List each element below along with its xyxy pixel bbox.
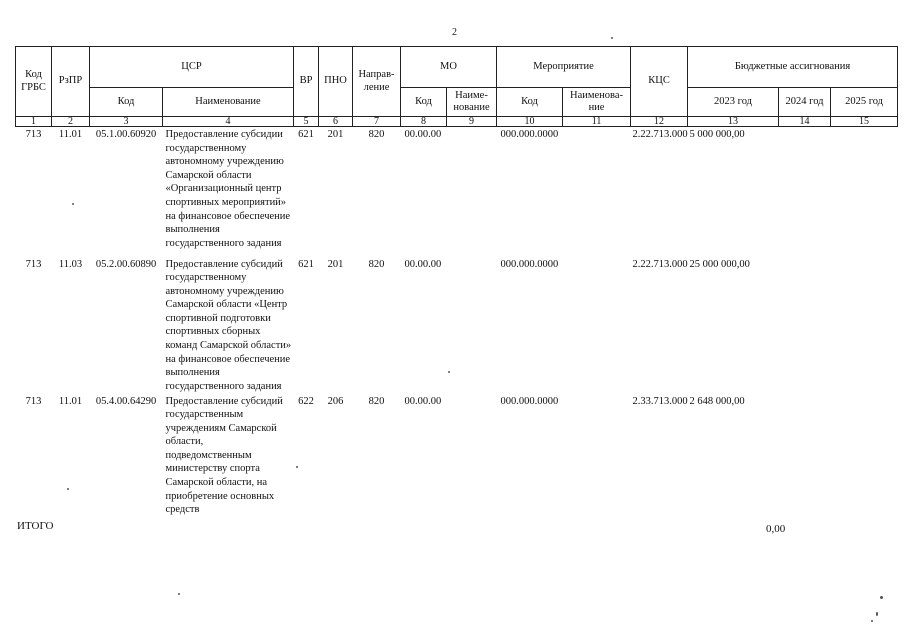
header-year-2023: 2023 год (688, 88, 779, 117)
header-pno: ПНО (319, 47, 353, 117)
cell-amount-2025 (831, 127, 898, 257)
cell-pno: 201 (327, 129, 344, 140)
column-number: 14 (779, 117, 831, 127)
column-number: 13 (688, 117, 779, 127)
header-kcs: КЦС (631, 47, 688, 117)
scan-speck (296, 466, 298, 468)
cell-name: Предоставление субсидий государственному автономному учреждению Самарской области «Центр спортивной подготовки спортивных сборных команд Самарской области» на финансовое обеспечение выполнения государственного задания (165, 258, 292, 392)
cell-grbs: 713 (25, 258, 42, 270)
scan-speck (178, 593, 180, 595)
cell-vr: 621 (298, 258, 314, 270)
table-header (16, 47, 898, 127)
column-number: 4 (163, 117, 294, 127)
header-csr: ЦСР (90, 47, 294, 88)
table-body (16, 127, 898, 517)
header-csr-name: Наименование (163, 88, 294, 117)
header-direction: Направ-ление (353, 47, 401, 117)
scan-speck (448, 371, 450, 373)
cell-mo-name (447, 394, 497, 517)
cell-pno: 201 (327, 258, 344, 270)
header-year-2025: 2025 год (831, 88, 898, 117)
cell-event-code: 000.000.0000 (500, 395, 559, 407)
cell-direction: 820 (368, 258, 385, 270)
header-year-2024: 2024 год (779, 88, 831, 117)
cell-csr-code: 05.1.00.60920 (95, 129, 157, 140)
cell-amount-2024 (779, 257, 831, 394)
cell-vr: 621 (298, 129, 314, 140)
column-number: 6 (319, 117, 353, 127)
header-mo: МО (401, 47, 497, 88)
header-kod-grbs: Код ГРБС (16, 47, 52, 117)
cell-event-code: 000.000.0000 (500, 258, 559, 270)
header-event-name: Наименова-ние (563, 88, 631, 117)
cell-amount-2023: 25 000 000,00 (689, 258, 750, 270)
header-rzpr: РзПР (52, 47, 90, 117)
column-number: 8 (401, 117, 447, 127)
cell-mo-code: 00.00.00 (404, 129, 442, 140)
cell-event-code: 000.000.0000 (500, 129, 559, 140)
scan-speck (880, 596, 883, 599)
cell-direction: 820 (368, 395, 385, 407)
scan-speck (871, 620, 873, 622)
cell-mo-code: 00.00.00 (404, 395, 442, 407)
cell-amount-2024 (779, 127, 831, 257)
scan-speck (72, 203, 74, 205)
cell-rzpr: 11.01 (58, 395, 83, 407)
header-event-code: Код (497, 88, 563, 117)
column-number: 12 (631, 117, 688, 127)
column-number-row (16, 117, 898, 127)
column-number: 1 (16, 117, 52, 127)
cell-kcs: 2.33.713.000 (632, 395, 688, 407)
cell-amount-2025 (831, 394, 898, 517)
cell-csr-code: 05.4.00.64290 (95, 395, 157, 407)
cell-grbs: 713 (25, 129, 42, 140)
cell-rzpr: 11.03 (58, 258, 83, 270)
cell-amount-2025 (831, 257, 898, 394)
cell-name: Предоставление субсидий государственным учреждениям Самарской области, подведомственным министерству спорта Самарской области, на приобретение основных средств (165, 395, 283, 516)
cell-rzpr: 11.01 (58, 129, 83, 140)
table-row (16, 257, 898, 394)
cell-vr: 622 (298, 395, 314, 407)
column-number: 15 (831, 117, 898, 127)
page-number: 2 (452, 27, 457, 38)
column-number: 9 (447, 117, 497, 127)
header-csr-code: Код (90, 88, 163, 117)
column-number: 5 (294, 117, 319, 127)
cell-csr-code: 05.2.00.60890 (95, 258, 157, 270)
column-number: 11 (563, 117, 631, 127)
total-label: ИТОГО (17, 520, 54, 532)
cell-pno: 206 (327, 395, 344, 407)
header-event: Мероприятие (497, 47, 631, 88)
table-row (16, 394, 898, 517)
budget-table (15, 46, 898, 517)
cell-event-name (563, 127, 631, 257)
table-row (16, 127, 898, 257)
scan-speck (67, 488, 69, 490)
cell-amount-2024 (779, 394, 831, 517)
header-budget: Бюджетные ассигнования (688, 47, 898, 88)
scan-speck (611, 37, 613, 39)
cell-name: Предоставление субсидии государственному автономному учреждению Самарской области «Организационный центр спортивных мероприятий» на финансовое обеспечение выполнения государственного задания (165, 129, 291, 249)
cell-event-name (563, 394, 631, 517)
cell-event-name (563, 257, 631, 394)
cell-mo-code: 00.00.00 (404, 258, 442, 270)
column-number: 2 (52, 117, 90, 127)
scan-speck (876, 612, 878, 616)
cell-kcs: 2.22.713.000 (632, 129, 688, 140)
column-number: 10 (497, 117, 563, 127)
cell-direction: 820 (368, 129, 385, 140)
cell-amount-2023: 5 000 000,00 (689, 129, 745, 140)
column-number: 3 (90, 117, 163, 127)
cell-grbs: 713 (25, 395, 42, 407)
column-number: 7 (353, 117, 401, 127)
cell-mo-name (447, 127, 497, 257)
total-value: 0,00 (766, 523, 786, 535)
header-mo-code: Код (401, 88, 447, 117)
cell-mo-name (447, 257, 497, 394)
cell-kcs: 2.22.713.000 (632, 258, 688, 270)
header-mo-name: Наиме-нование (447, 88, 497, 117)
header-vr: ВР (294, 47, 319, 117)
cell-amount-2023: 2 648 000,00 (689, 395, 745, 407)
